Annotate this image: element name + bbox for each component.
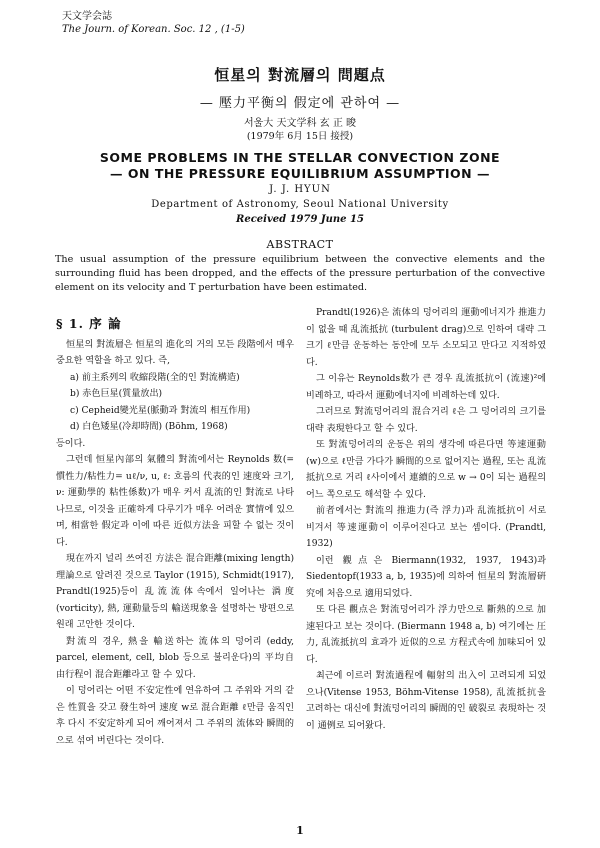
- paragraph: Prandtl(1926)은 流体의 덩어리의 運動에너지가 推進力이 없을 때 乱流抵抗 (turbulent drag)으로 인하여 대략 그 크기 ℓ만큼 운동하는 동안에 모두 소모되고 만다고 지적하였다.: [306, 308, 546, 368]
- paragraph: 現在까지 널리 쓰여진 方法은 混合距離(mixing length)理論으로 알려진 것으로 Taylor (1915), Schmidt(1917), Prandtl(1925)등이 乱流流体속에서 일어나는 渦度 (vorticity), 熱, 運動量등의 輸送現象을 설명하는 방편으로 원래 고안한 것이다.: [56, 554, 294, 630]
- author: J. J. HYUN: [269, 184, 331, 195]
- paragraph: 恒星의 對流層은 恒星의 進化의 거의 모든 段階에서 매우 중요한 역할을 하고 있다. 즉,: [56, 339, 294, 366]
- journal-citation: [62, 10, 245, 36]
- korean-subtitle: — 壓力平衡의 假定에 관하여 —: [199, 96, 401, 111]
- journal-name-korean: 天文学会誌: [62, 11, 112, 22]
- abstract-text: The usual assumption of the pressure equilibrium between the convective elements and the surrounding fluid has been dropped, and the effects of the pressure perturbation of the convective element on its velocity and T perturbation have been estimated.: [55, 254, 545, 293]
- paragraph: 이런 觀点은 Biermann(1932, 1937, 1943)과 Siedentopf(1933 a, b, 1935)에 의하여 恒星의 對流層硏究에 처음으로 適用되었다.: [306, 555, 546, 599]
- paragraph: 그러므로 對流덩어리의 混合거리 ℓ은 그 덩어리의 크기를 대략 表現한다고 할 수 있다.: [306, 407, 546, 434]
- list-item: d) 白色矮星(冷却時間) (Böhm, 1968): [70, 422, 228, 432]
- korean-title: 恒星의 對流層의 問題点: [214, 66, 386, 84]
- paragraph: 최근에 이르러 對流過程에 輻射의 出入이 고려되게 되었으나(Vitense 1953, Böhm-Vitense 1958), 乱流抵抗을 고려하는 대신에 對流덩어리의 瞬間的인 破裂로 表現하는 것이 通例로 되어왔다.: [306, 671, 546, 731]
- paragraph: 이 덩어리는 어떤 不安定性에 연유하여 그 주위와 거의 같은 性質을 갖고 發生하여 速度 w로 混合距離 ℓ만큼 움직인 후 다시 不安定하게 되어 깨어져서 그 주위의 流体와 瞬間的으로 섞여 버린다는 것이다.: [56, 686, 294, 746]
- received-date: Received 1979 June 15: [236, 214, 364, 225]
- right-column: [306, 305, 546, 734]
- paragraph: 등이다.: [56, 438, 86, 449]
- english-subtitle: — ON THE PRESSURE EQUILIBRIUM ASSUMPTION —: [110, 166, 490, 181]
- section-heading: § 1. 序 論: [56, 316, 122, 331]
- department: Department of Astronomy, Seoul National University: [151, 199, 449, 210]
- english-title: SOME PROBLEMS IN THE STELLAR CONVECTION ZONE: [99, 150, 501, 165]
- paragraph: 對流의 경우, 熱을 輸送하는 流体의 덩어리 (eddy, parcel, element, cell, blob 등으로 불리운다)의 平均自由行程이 混合距離라고 할 수 있다.: [56, 636, 294, 680]
- list-item: a) 前主系列의 收縮段階(全的인 對流構造): [70, 372, 240, 383]
- list-item: c) Cepheid變光星(脈動과 對流의 相互作用): [70, 405, 251, 416]
- paragraph: 그런데 恒星內部의 氣體의 對流에서는 Reynolds 数(=慣性力/粘性力= uℓ/ν, u, ℓ: 흐름의 代表的인 速度와 크기, ν: 運動學的 粘性係数)가 매우 커서 乱流的인 對流로 나타나므로, 이것을 正確하게 다루기가 매우 어려운 實情에 있으며, 相當한 假定과 이에 따른 近似方法을 피할 수 없는 것이다.: [56, 455, 294, 548]
- left-column: [56, 316, 294, 749]
- paragraph: 또 對流덩어리의 운동은 위의 생각에 따른다면 等速運動(w)으로 ℓ만큼 가다가 瞬間的으로 없어지는 過程, 또는 乱流 抵抗으로 거리 ℓ사이에서 連續的으로 w → 0이 되는 過程의 어느 쪽으로도 해석할 수 있다.: [306, 440, 546, 500]
- abstract-heading: ABSTRACT: [266, 238, 334, 251]
- paragraph: 또 다른 觀点은 對流덩어리가 浮力만으로 斷熱的으로 加速된다고 보는 것이다. (Biermann 1948 a, b) 여기에는 圧力, 乱流抵抗의 효과가 近似的으로 方程式속에 加味되어 있다.: [306, 605, 546, 665]
- paragraph: 前者에서는 對流의 推進力(즉 浮力)과 乱流抵抗이 서로 비겨서 等速運動이 이루어진다고 보는 셈이다. (Prandtl, 1932): [306, 506, 546, 549]
- paragraph: 그 이유는 Reynolds数가 큰 경우 乱流抵抗이 (流速)²에 비례하고, 따라서 運動에너지에 비례하는데 있다.: [306, 374, 546, 401]
- korean-affiliation: 서울大 天文学科 玄 正 晙: [243, 118, 357, 129]
- korean-received-date: (1979年 6月 15日 接授): [246, 131, 354, 142]
- page-number: 1: [296, 824, 304, 837]
- journal-name-english: The Journ. of Korean. Soc. 12 , (1-5): [62, 24, 245, 35]
- list-item: b) 赤色巨星(質量放出): [70, 389, 163, 399]
